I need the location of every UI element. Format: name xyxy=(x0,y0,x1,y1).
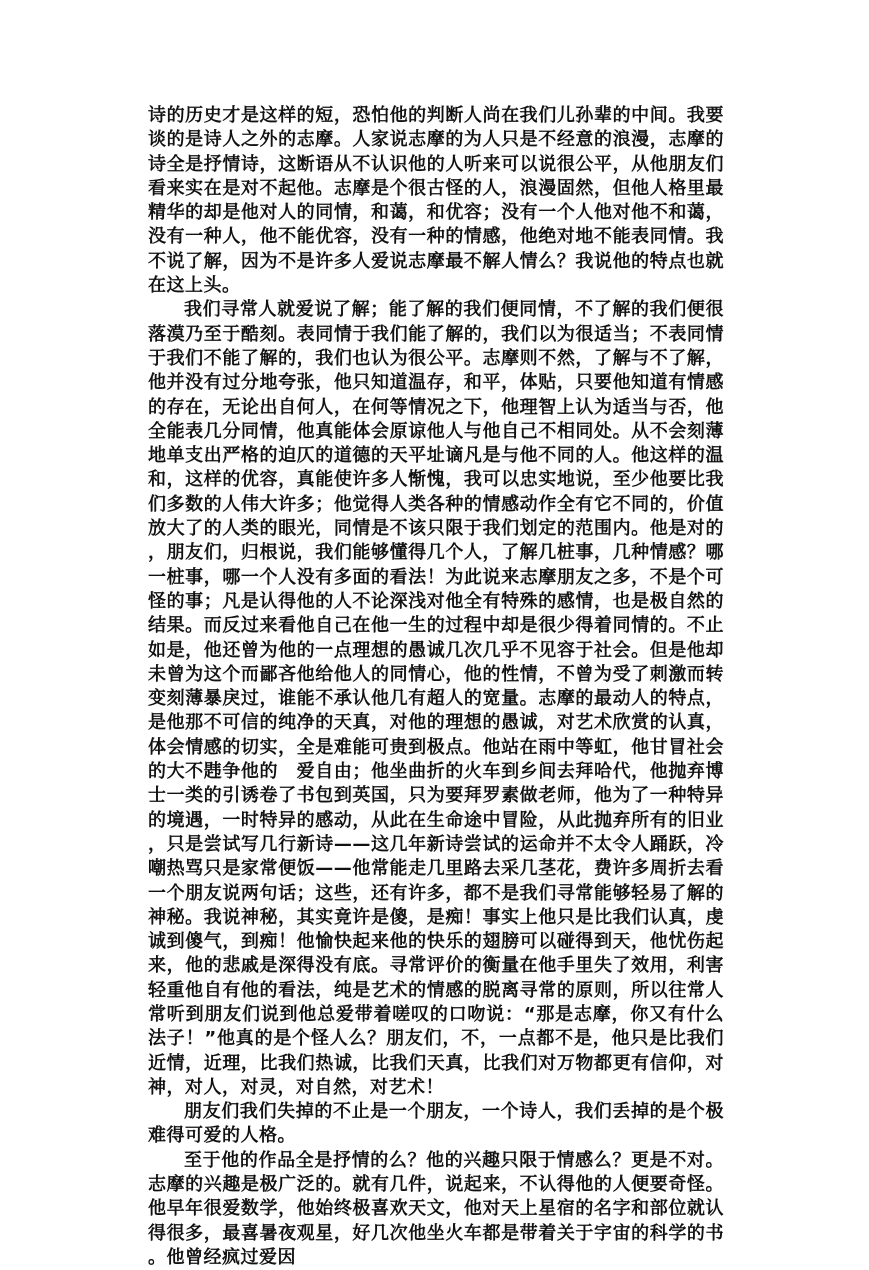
paragraph-3: 朋友们我们失掉的不止是一个朋友，一个诗人，我们丢掉的是个极难得可爱的人格。 xyxy=(148,1101,724,1147)
paragraph-2: 我们寻常人就爱说了解；能了解的我们便同情，不了解的我们便很落漠乃至于酷刻。表同情于我们能了解的，我们以为很适当；不表同情于我们不能了解的，我们也认为很公平。志摩则不然，了解与不了解，他并没有过分地夸张，他只知道温存，和平，体贴，只要他知道有情感的存在，无论出自何人，在何等情况之下，他理智上认为适当与否，他全能表几分同情，他真能体会原谅他人与他自己不相同处。从不会刻薄地单支出严格的迫仄的道德的天平址谪凡是与他不同的人。他这样的温和，这样的优容，真能使许多人惭愧，我可以忠实地说，至少他要比我们多数的人伟大许多；他觉得人类各种的情感动作全有它不同的，价值放大了的人类的眼光，同情是不该只限于我们划定的范围内。他是对的，朋友们，归根说，我们能够懂得几个人，了解几桩事，几种情感？哪一桩事，哪一个人没有多面的看法！为此说来志摩朋友之多，不是个可怪的事；凡是认得他的人不论深浅对他全有特殊的感情，也是极自然的结果。而反过来看他自己在他一生的过程中却是很少得着同情的。不止如是，他还曾为他的一点理想的愚诚几次几乎不见容于社会。但是他却未曾为这个而鄙吝他给他人的同情心，他的性情，不曾为受了刺激而转变刻薄暴戾过，谁能不承认他几有超人的宽量。志摩的最动人的特点，是他那不可信的纯净的天真，对他的理想的愚诚，对艺术欣赏的认真，体会情感的切实，全是难能可贵到极点。他站在雨中等虹，他甘冒社会的大不韪争他的 爱自由；他坐曲折的火车到乡间去拜哈代，他抛弃博士一类的引诱卷了书包到英国，只为要拜罗素做老师，他为了一种特异的境遇，一时特异的感动，从此在生命途中冒险，从此抛弃所有的旧业，只是尝试写几行新诗——这几年新诗尝试的运命并不太令人踊跃，冷嘲热骂只是家常便饭——他常能走几里路去采几茎花，费许多周折去看一个朋友说两句话；这些，还有许多，都不是我们寻常能够轻易了解的神秘。我说神秘，其实竟许是傻，是痴！事实上他只是比我们认真，虔诚到傻气，到痴！他愉快起来他的快乐的翅膀可以碰得到天，他忧伤起来，他的悲戚是深得没有底。寻常评价的衡量在他手里失了效用，利害轻重他自有他的看法，纯是艺术的情感的脱离寻常的原则，所以往常人常听到朋友们说到他总爱带着嗟叹的口吻说：“那是志摩，你又有什么法子！”他真的是个怪人么？朋友们，不，一点都不是，他只是比我们近情，近理，比我们热诚，比我们天真，比我们对万物都更有信仰，对神，对人，对灵，对自然，对艺术！ xyxy=(148,299,724,1098)
body-text xyxy=(148,104,724,1270)
paragraph-4: 至于他的作品全是抒情的么？他的兴趣只限于情感么？更是不对。志摩的兴趣是极广泛的。就有几件，说起来，不认得他的人便要奇怪。他早年很爱数学，他始终极喜欢天文，他对天上星宿的名字和部位就认得很多，最喜暑夜观星，好几次他坐火车都是带着关于宇宙的科学的书。他曾经疯过爱因 xyxy=(148,1149,724,1268)
paragraph-1: 诗的历史才是这样的短，恐怕他的判断人尚在我们儿孙辈的中间。我要谈的是诗人之外的志摩。人家说志摩的为人只是不经意的浪漫，志摩的诗全是抒情诗，这断语从不认识他的人听来可以说很公平，从他朋友们看来实在是对不起他。志摩是个很古怪的人，浪漫固然，但他人格里最精华的却是他对人的同情，和蔼，和优容；没有一个人他对他不和蔼，没有一种人，他不能优容，没有一种的情感，他绝对地不能表同情。我不说了解，因为不是许多人爱说志摩最不解人情么？我说他的特点也就在这上头。 xyxy=(148,105,724,297)
